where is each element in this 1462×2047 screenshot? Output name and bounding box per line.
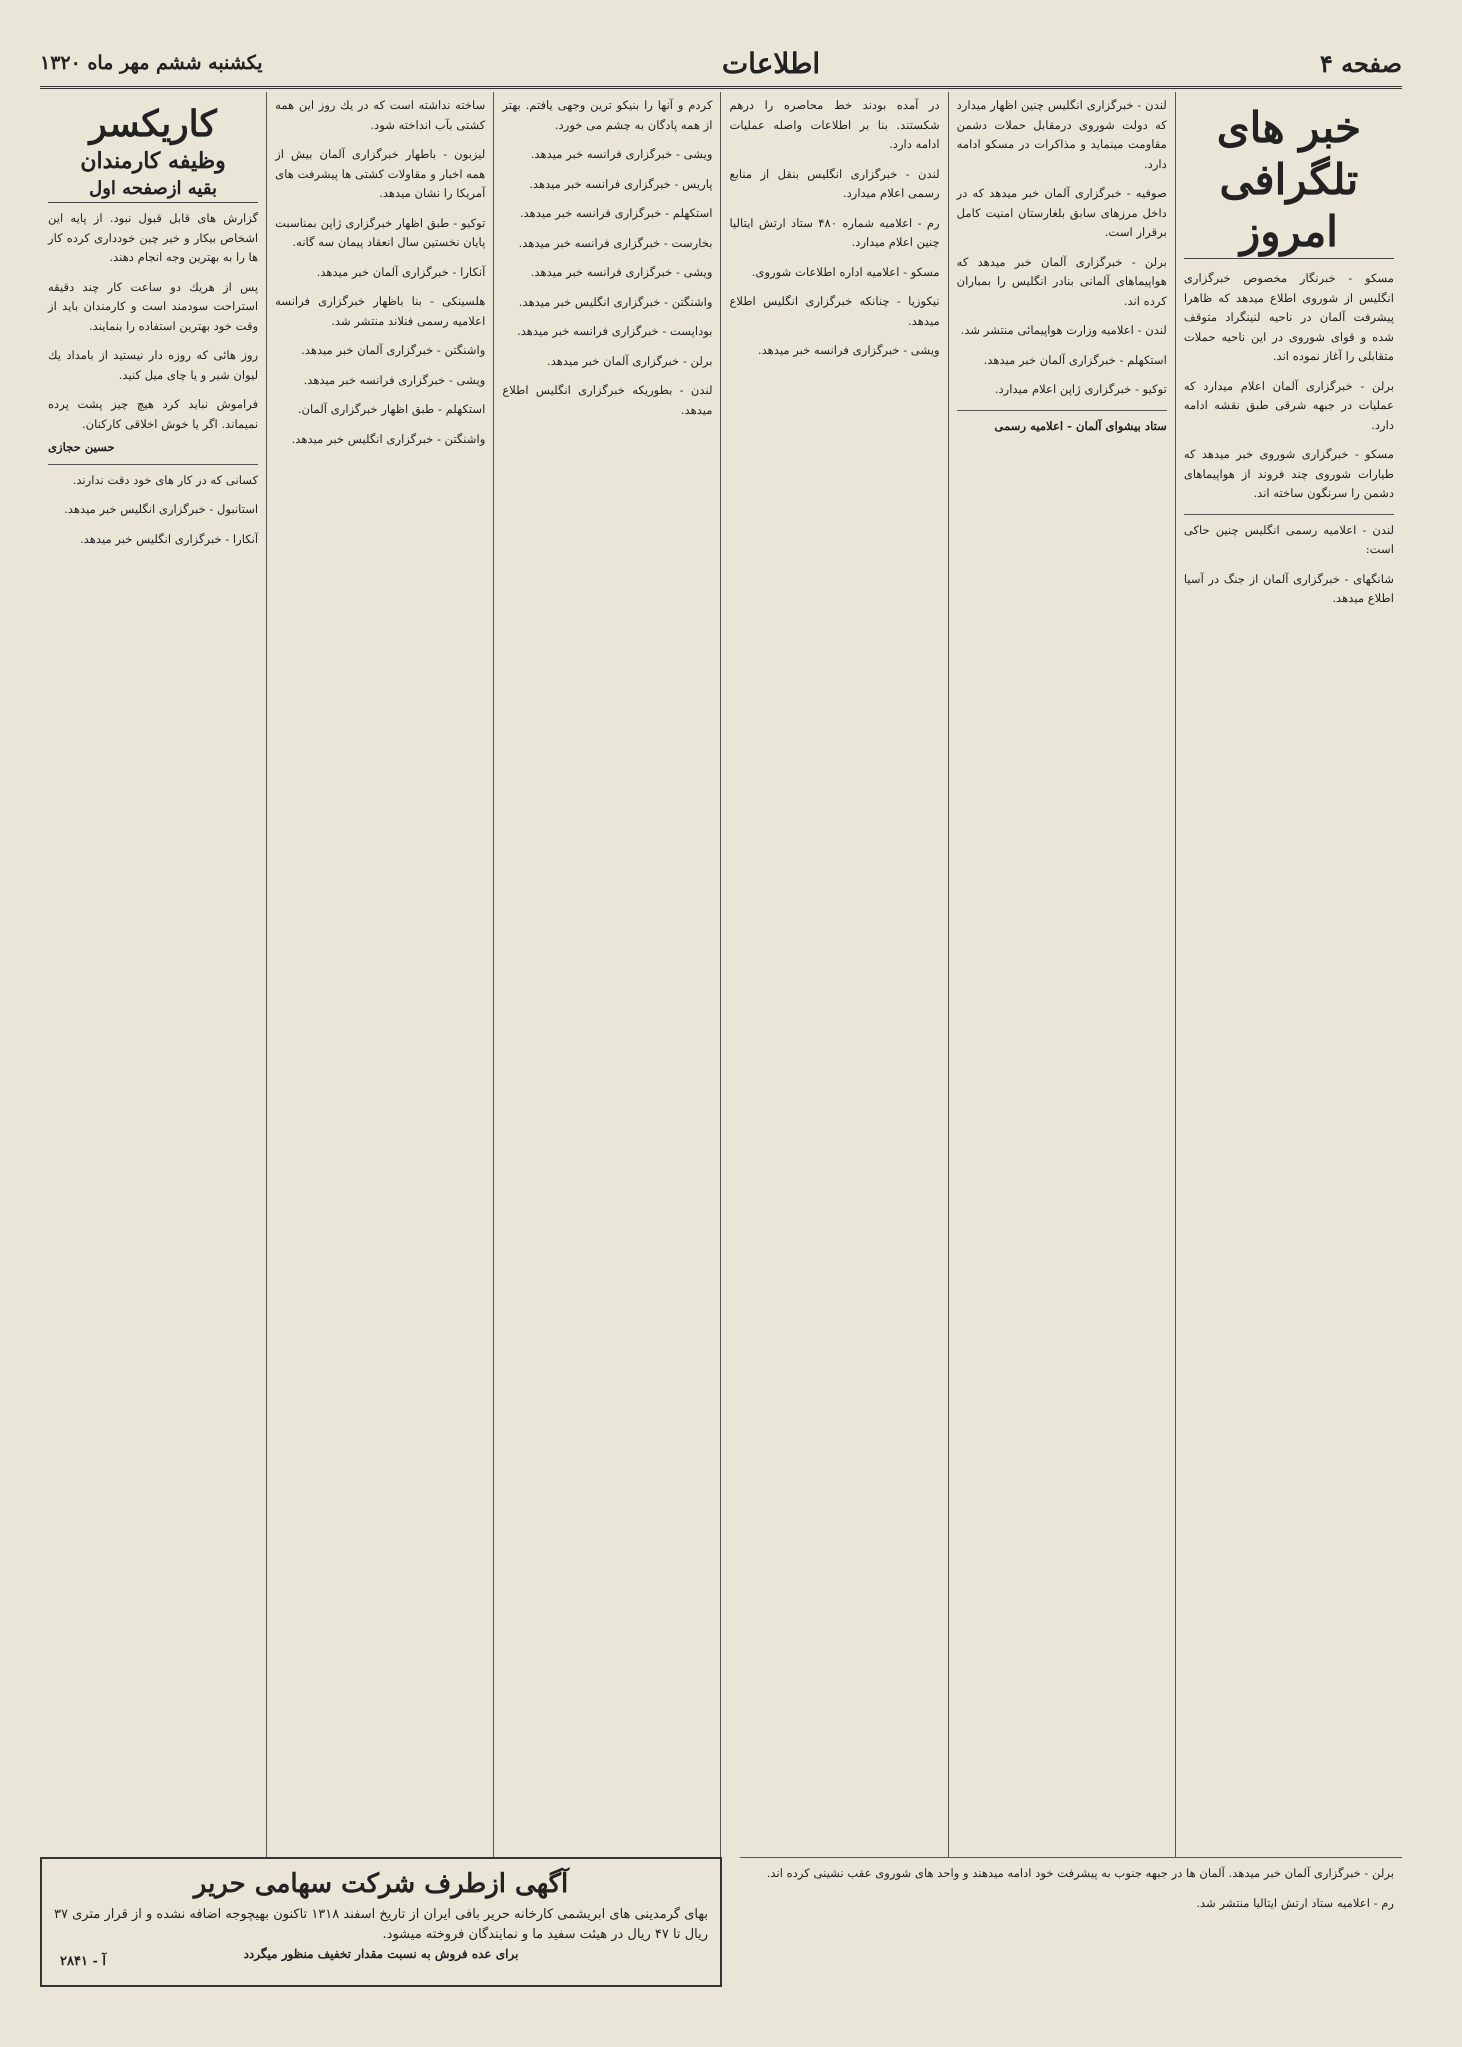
article-paragraph: ستاد بیشوای آلمان - اعلامیه رسمی (994, 418, 1167, 433)
column-3 (720, 92, 947, 1857)
article-paragraph: ویشی - خبرگزاری فرانسه خبر میدهد. (757, 343, 940, 357)
article-paragraph: برلن - خبرگزاری آلمان اعلام میدارد که عملیات در جبهه شرقی طبق نقشه ادامه دارد. (1183, 378, 1394, 432)
article-paragraph: مسکو - خبرگزاری شوروی خبر میدهد که طیارات شوروی چند فروند از هواپیماهای دشمن را سرنگون ساخته اند. (1183, 447, 1394, 500)
article-paragraph: مسکو - اعلامیه اداره اطلاعات شوروی. (751, 264, 940, 279)
article-paragraph: توکیو - خبرگزاری ژاپن اعلام میدارد. (994, 382, 1167, 396)
article-paragraph: فراموش نباید کرد هیچ چیز پشت پرده نمیماند. اگر یا خوش اخلاقی کارکنان. (47, 397, 259, 431)
column-2 (948, 92, 1175, 1857)
issue-date: یکشنبه ششم مهر ماه ۱۳۲۰ (40, 52, 263, 74)
article-paragraph: پاریس - خبرگزاری فرانسه خبر میدهد. (529, 176, 713, 191)
column-title: کاریکسر (89, 103, 217, 145)
divider (48, 464, 258, 465)
divider (1184, 514, 1394, 515)
article-paragraph: توکیو - طبق اظهار خبرگزاری ژاپن بمناسبت پایان نخستین سال انعقاد پیمان سه گانه. (275, 215, 486, 249)
article-paragraph: برلن - خبرگزاری آلمان خبر میدهد که هواپیماهای آلمانی بنادر انگلیس را بمباران کرده اند. (956, 254, 1167, 308)
article-paragraph: نیکوزیا - چنانکه خبرگزاری انگلیس اطلاع میدهد. (729, 294, 940, 328)
article-paragraph: آنکارا - خبرگزاری آلمان خبر میدهد. (316, 264, 486, 279)
article-paragraph: مسکو - خبرنگار مخصوص خبرگزاری انگلیس از شوروی اطلاع میدهد که ظاهرا پیشرفت آلمان در ناحیه لنینگراد متوقف شده و قوای شوروی در این ناحیه حملات متقابلی را آغاز نموده اند. (1183, 271, 1394, 363)
article-paragraph: واشنگتن - خبرگزاری انگلیس خبر میدهد. (291, 431, 486, 446)
article-paragraph: استانبول - خبرگزاری انگلیس خبر میدهد. (64, 502, 259, 516)
column-4 (493, 92, 720, 1857)
article-paragraph: آنکارا - خبرگزاری انگلیس خبر میدهد. (80, 531, 259, 546)
article-paragraph: لندن - اعلامیه وزارت هواپیمائی منتشر شد. (960, 323, 1167, 337)
ad-footnote: برای عده فروش به نسبت مقدار تخفیف منظور میگردد (243, 1947, 519, 1961)
column-5 (266, 92, 493, 1857)
advertisement-box (40, 1857, 722, 1987)
article-paragraph: صوفیه - خبرگزاری آلمان خبر میدهد که در داخل مرزهای سابق بلغارستان امنیت کامل برقرار است. (956, 186, 1167, 239)
article-paragraph: در آمده بودند خط محاصره را درهم شکستند. بنا بر اطلاعات واصله عملیات ادامه دارد. (729, 98, 940, 151)
article-paragraph: لیزبون - باطهار خبرگزاری آلمان بیش از همه اخبار و مقاولات کشتی ها پیشرفت های آمریکا را نشان میدهد. (275, 147, 486, 200)
article-paragraph: ویشی - خبرگزاری فرانسه خبر میدهد. (530, 147, 713, 161)
ad-text: بهای گرمدینی های ابریشمی کارخانه حریر بافی ایران از تاریخ اسفند ۱۳۱۸ تاکنون بهیچوجه اضافه نشده و از قرار متری ۳۷ ریال تا ۴۷ ریال در هیئت سفید ما و نمایندگان فروخته میشود. (54, 1907, 708, 1942)
article-paragraph: استکهلم - خبرگزاری فرانسه خبر میدهد. (519, 206, 713, 220)
article-paragraph: بخارست - خبرگزاری فرانسه خبر میدهد. (518, 235, 713, 250)
columns (40, 92, 1402, 1857)
article-paragraph: لندن - خبرگزاری انگلیس چنین اظهار میدارد که دولت شوروی درمقابل حملات دشمن مقاومت مینماید و مذاکرات در مسکو ادامه دارد. (956, 98, 1167, 171)
divider (957, 410, 1167, 411)
article-paragraph: رم - اعلامیه ستاد ارتش ایتالیا منتشر شد. (1196, 1895, 1394, 1910)
author-name: حسین حجازی (47, 440, 115, 454)
article-paragraph: واشنگتن - خبرگزاری آلمان خبر میدهد. (301, 343, 486, 357)
article-paragraph: هلسینکی - بنا باظهار خبرگزاری فرانسه اعلامیه رسمی فنلاند منتشر شد. (275, 294, 486, 328)
article-paragraph: استکهلم - خبرگزاری آلمان خبر میدهد. (983, 352, 1167, 367)
continued-note: بقیه ازصفحه اول (48, 176, 258, 203)
main-headline: خبر های تلگرافی امروز (1184, 102, 1394, 259)
article-paragraph: شانگهای - خبرگزاری آلمان از جنگ در آسیا اطلاع میدهد. (1183, 571, 1394, 605)
column-6 (40, 92, 266, 1857)
article-paragraph: روز هائی که روزه دار نیستید از بامداد یك لیوان شیر و یا چای میل کنید. (47, 348, 259, 382)
article-paragraph: لندن - اعلامیه رسمی انگلیس چنین حاکی است: (1183, 522, 1394, 556)
article-paragraph: کسانی که در کار های خود دقت ندارند. (72, 472, 259, 487)
article-paragraph: کردم و آنها را بنیکو ترین وجهی یافتم. بهتر از همه پادگان به چشم می خورد. (502, 98, 713, 132)
article-paragraph: لندن - بطوریکه خبرگزاری انگلیس اطلاع میدهد. (502, 383, 713, 417)
masthead (40, 40, 1402, 89)
article-paragraph: لندن - خبرگزاری انگلیس بنقل از منابع رسمی اعلام میدارد. (729, 166, 940, 200)
article-paragraph: رم - اعلامیه شماره ۴۸۰ ستاد ارتش ایتالیا چنین اعلام میدارد. (729, 215, 940, 249)
column-1 (1175, 92, 1402, 1857)
article-paragraph: ساخته نداشته است که در یك روز این همه کشتی بآب انداخته شود. (275, 98, 486, 132)
ad-title: آگهی ازطرف شرکت سهامی حریر (193, 1869, 569, 1899)
article-paragraph: برلن - خبرگزاری آلمان خبر میدهد. آلمان ها در جبهه جنوب به پیشرفت خود ادامه میدهند و واحد های شوروی عقب نشینی کرده اند. (766, 1866, 1394, 1880)
article-paragraph: واشنگتن - خبرگزاری انگلیس خبر میدهد. (518, 294, 713, 309)
article-paragraph: برلن - خبرگزاری آلمان خبر میدهد. (547, 353, 713, 368)
article-paragraph: استکهلم - طبق اظهار خبرگزاری آلمان. (297, 402, 486, 416)
page-number: صفحه ۴ (1319, 48, 1402, 78)
column-subtitle: وظیفه کارمندان (80, 148, 226, 174)
article-paragraph: پس از هریك دو ساعت کار چند دقیقه استراحت سودمند است و کارمندان باید از وقت خود بهترین استفاده را بنمایند. (47, 279, 259, 333)
article-paragraph: گزارش های قابل قبول نبود. از پایه این اشخاص بیکار و خیر چین خودداری کرده کار ها را به بهترین وجه انجام دهند. (47, 211, 259, 264)
bottom-news (740, 1857, 1402, 1987)
newspaper-name: اطلاعات (721, 46, 821, 80)
article-paragraph: بوداپست - خبرگزاری فرانسه خبر میدهد. (517, 324, 713, 338)
article-paragraph: ویشی - خبرگزاری فرانسه خبر میدهد. (303, 372, 486, 387)
ad-number: آ - ۲۸۴۱ (60, 1954, 106, 1969)
article-paragraph: ویشی - خبرگزاری فرانسه خبر میدهد. (530, 265, 713, 279)
